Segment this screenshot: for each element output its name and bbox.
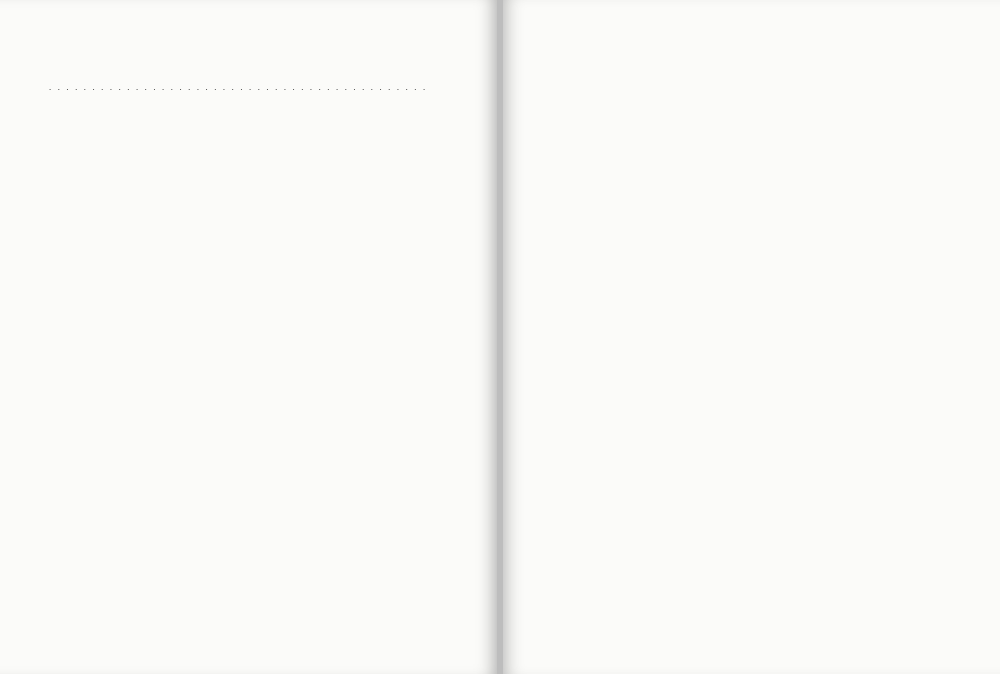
table-of-contents <box>46 78 452 99</box>
toc-entry-grading[interactable] <box>46 82 452 99</box>
preface-page <box>503 0 1000 674</box>
contents-page <box>0 0 497 674</box>
leader-dots <box>49 82 431 92</box>
preface-text <box>555 70 956 78</box>
